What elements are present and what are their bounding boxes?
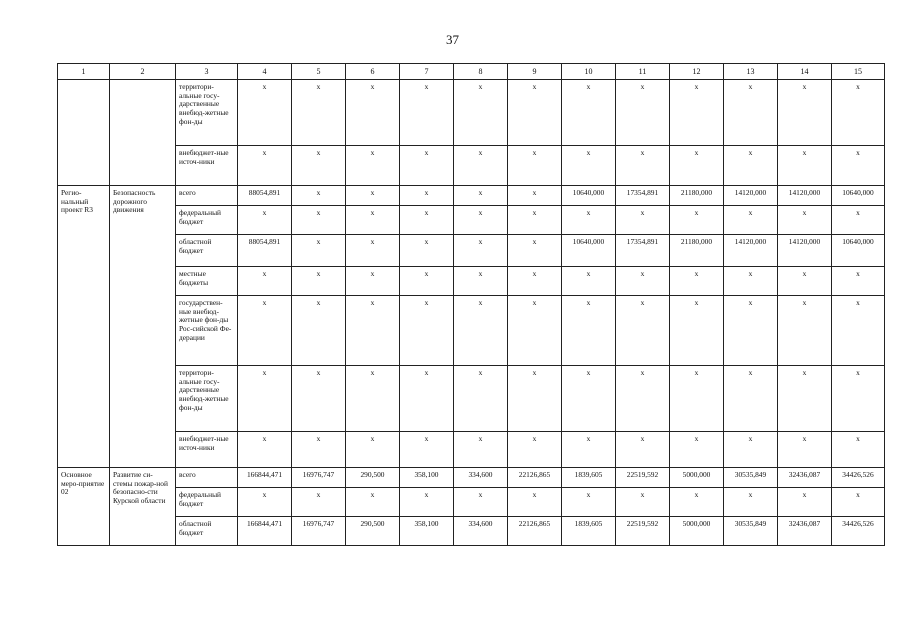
value-cell: x (238, 432, 292, 468)
value-cell: x (670, 296, 724, 366)
value-cell: x (724, 488, 778, 517)
value-cell: x (562, 488, 616, 517)
column-number-cell: 2 (110, 64, 176, 80)
value-cell: x (400, 488, 454, 517)
column-number-cell: 3 (176, 64, 238, 80)
value-cell: 17354,891 (616, 235, 670, 267)
value-cell: x (508, 366, 562, 432)
value-cell: x (454, 296, 508, 366)
value-cell: x (238, 488, 292, 517)
column-number-cell: 5 (292, 64, 346, 80)
value-cell: x (832, 488, 885, 517)
value-cell: x (238, 80, 292, 146)
column-number-cell: 8 (454, 64, 508, 80)
status-cell (58, 80, 110, 186)
value-cell: x (400, 235, 454, 267)
value-cell: x (670, 432, 724, 468)
value-cell: 17354,891 (616, 186, 670, 206)
value-cell: 22519,592 (616, 468, 670, 488)
value-cell: 30535,849 (724, 517, 778, 546)
value-cell: 5000,000 (670, 468, 724, 488)
value-cell: x (454, 488, 508, 517)
value-cell: x (346, 146, 400, 186)
value-cell: 1839,605 (562, 517, 616, 546)
value-cell: 290,500 (346, 468, 400, 488)
value-cell: x (778, 296, 832, 366)
value-cell: x (724, 267, 778, 296)
table-row (58, 267, 885, 296)
value-cell: x (400, 296, 454, 366)
status-cell: Регио-нальный проект R3 (58, 186, 110, 468)
value-cell: x (292, 432, 346, 468)
column-number-cell: 4 (238, 64, 292, 80)
program-name-cell (110, 80, 176, 186)
value-cell: 14120,000 (778, 235, 832, 267)
value-cell: x (292, 146, 346, 186)
funding-source-cell: федеральный бюджет (176, 206, 238, 235)
value-cell: 21180,000 (670, 186, 724, 206)
value-cell: x (778, 80, 832, 146)
page-number: 37 (446, 32, 459, 47)
value-cell: 32436,087 (778, 517, 832, 546)
value-cell: x (562, 432, 616, 468)
value-cell: x (616, 267, 670, 296)
value-cell: x (346, 488, 400, 517)
value-cell: x (724, 432, 778, 468)
value-cell: x (616, 80, 670, 146)
value-cell: x (616, 488, 670, 517)
value-cell: x (616, 206, 670, 235)
column-number-cell: 6 (346, 64, 400, 80)
value-cell: 88054,891 (238, 235, 292, 267)
value-cell: x (346, 206, 400, 235)
table-row (58, 296, 885, 366)
value-cell: x (238, 366, 292, 432)
value-cell: x (724, 296, 778, 366)
value-cell: x (670, 146, 724, 186)
value-cell: x (292, 267, 346, 296)
column-number-cell: 10 (562, 64, 616, 80)
column-number-row (58, 64, 885, 80)
value-cell: 16976,747 (292, 468, 346, 488)
value-cell: x (346, 267, 400, 296)
table-row (58, 186, 885, 206)
value-cell: x (778, 366, 832, 432)
value-cell: 14120,000 (778, 186, 832, 206)
value-cell: x (346, 80, 400, 146)
funding-source-cell: государствен-ные внебюд-жетные фон-ды Рос-сийской Фе-дерации (176, 296, 238, 366)
value-cell: x (508, 296, 562, 366)
value-cell: x (562, 296, 616, 366)
value-cell: x (562, 366, 616, 432)
value-cell: 34426,526 (832, 468, 885, 488)
value-cell: x (616, 366, 670, 432)
value-cell: x (778, 488, 832, 517)
value-cell: x (400, 267, 454, 296)
value-cell: x (616, 146, 670, 186)
value-cell: x (454, 432, 508, 468)
value-cell: x (832, 146, 885, 186)
value-cell: x (346, 296, 400, 366)
value-cell: x (832, 206, 885, 235)
value-cell: 14120,000 (724, 186, 778, 206)
value-cell: x (562, 267, 616, 296)
value-cell: x (400, 186, 454, 206)
value-cell: x (670, 488, 724, 517)
value-cell: x (832, 366, 885, 432)
program-name-cell: Развитие си-стемы пожар-ной безопасно-сти Курской области (110, 468, 176, 546)
value-cell: x (346, 235, 400, 267)
value-cell: x (400, 80, 454, 146)
value-cell: 5000,000 (670, 517, 724, 546)
value-cell: x (508, 206, 562, 235)
value-cell: x (238, 267, 292, 296)
value-cell: 290,500 (346, 517, 400, 546)
status-cell: Основное меро-приятие 02 (58, 468, 110, 546)
column-number-cell: 12 (670, 64, 724, 80)
table-row (58, 468, 885, 488)
value-cell: x (670, 366, 724, 432)
column-number-cell: 1 (58, 64, 110, 80)
value-cell: 10640,000 (562, 186, 616, 206)
value-cell: 22126,865 (508, 517, 562, 546)
value-cell: x (292, 488, 346, 517)
funding-source-cell: всего (176, 468, 238, 488)
value-cell: x (400, 366, 454, 432)
funding-source-cell: всего (176, 186, 238, 206)
value-cell: x (400, 146, 454, 186)
value-cell: x (454, 80, 508, 146)
value-cell: 358,100 (400, 517, 454, 546)
value-cell: 32436,087 (778, 468, 832, 488)
value-cell: x (292, 206, 346, 235)
value-cell: x (670, 206, 724, 235)
value-cell: x (670, 267, 724, 296)
value-cell: 22126,865 (508, 468, 562, 488)
value-cell: 22519,592 (616, 517, 670, 546)
value-cell: x (508, 146, 562, 186)
value-cell: 334,600 (454, 517, 508, 546)
value-cell: x (616, 432, 670, 468)
value-cell: x (292, 235, 346, 267)
value-cell: x (454, 146, 508, 186)
value-cell: x (454, 366, 508, 432)
value-cell: x (778, 146, 832, 186)
value-cell: x (778, 206, 832, 235)
value-cell: x (562, 146, 616, 186)
value-cell: x (670, 80, 724, 146)
table-row (58, 517, 885, 546)
value-cell: 10640,000 (562, 235, 616, 267)
value-cell: x (292, 366, 346, 432)
value-cell: 358,100 (400, 468, 454, 488)
value-cell: x (724, 366, 778, 432)
column-number-cell: 11 (616, 64, 670, 80)
value-cell: x (832, 296, 885, 366)
value-cell: 34426,526 (832, 517, 885, 546)
column-number-cell: 7 (400, 64, 454, 80)
value-cell: x (724, 206, 778, 235)
value-cell: x (346, 432, 400, 468)
value-cell: x (508, 267, 562, 296)
value-cell: x (616, 296, 670, 366)
value-cell: x (832, 267, 885, 296)
column-number-cell: 13 (724, 64, 778, 80)
value-cell: x (238, 146, 292, 186)
value-cell: 10640,000 (832, 235, 885, 267)
value-cell: x (832, 80, 885, 146)
funding-source-cell: территори-альные госу-дарственные внебюд-жетные фон-ды (176, 366, 238, 432)
value-cell: x (454, 186, 508, 206)
value-cell: 166844,471 (238, 517, 292, 546)
value-cell: x (292, 186, 346, 206)
value-cell: x (454, 267, 508, 296)
table-row (58, 80, 885, 146)
value-cell: 30535,849 (724, 468, 778, 488)
table-row (58, 146, 885, 186)
table-row (58, 206, 885, 235)
value-cell: x (346, 366, 400, 432)
funding-source-cell: внебюджет-ные источ-ники (176, 146, 238, 186)
value-cell: x (508, 80, 562, 146)
funding-source-cell: федеральный бюджет (176, 488, 238, 517)
value-cell: 1839,605 (562, 468, 616, 488)
column-number-cell: 9 (508, 64, 562, 80)
value-cell: x (724, 80, 778, 146)
table-row (58, 235, 885, 267)
value-cell: x (724, 146, 778, 186)
table-row (58, 366, 885, 432)
value-cell: 16976,747 (292, 517, 346, 546)
table-row (58, 488, 885, 517)
funding-source-cell: внебюджет-ные источ-ники (176, 432, 238, 468)
value-cell: 334,600 (454, 468, 508, 488)
value-cell: x (562, 206, 616, 235)
value-cell: x (292, 80, 346, 146)
budget-table (57, 63, 885, 546)
value-cell: x (778, 267, 832, 296)
value-cell: x (238, 206, 292, 235)
value-cell: x (508, 235, 562, 267)
value-cell: x (508, 186, 562, 206)
value-cell: 14120,000 (724, 235, 778, 267)
funding-source-cell: областной бюджет (176, 517, 238, 546)
column-number-cell: 14 (778, 64, 832, 80)
value-cell: 21180,000 (670, 235, 724, 267)
value-cell: x (400, 432, 454, 468)
value-cell: x (238, 296, 292, 366)
value-cell: x (454, 235, 508, 267)
value-cell: x (346, 186, 400, 206)
value-cell: x (508, 488, 562, 517)
value-cell: 88054,891 (238, 186, 292, 206)
value-cell: x (454, 206, 508, 235)
funding-source-cell: областной бюджет (176, 235, 238, 267)
funding-source-cell: местные бюджеты (176, 267, 238, 296)
value-cell: x (832, 432, 885, 468)
budget-table-body (58, 64, 885, 546)
value-cell: x (562, 80, 616, 146)
table-row (58, 432, 885, 468)
column-number-cell: 15 (832, 64, 885, 80)
value-cell: x (292, 296, 346, 366)
value-cell: x (400, 206, 454, 235)
value-cell: 166844,471 (238, 468, 292, 488)
value-cell: x (778, 432, 832, 468)
value-cell: 10640,000 (832, 186, 885, 206)
funding-source-cell: территори-альные госу-дарственные внебюд-жетные фон-ды (176, 80, 238, 146)
program-name-cell: Безопасность дорожного движения (110, 186, 176, 468)
value-cell: x (508, 432, 562, 468)
